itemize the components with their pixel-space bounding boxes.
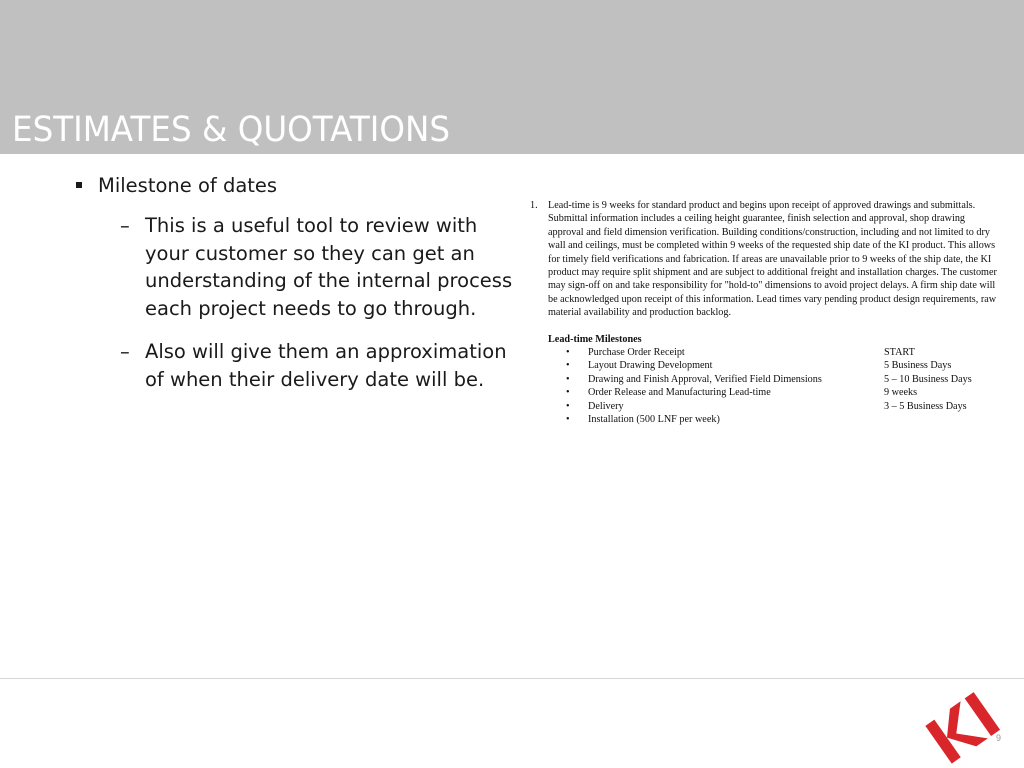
milestone-row: [548, 359, 1000, 372]
milestone-value: 5 Business Days: [884, 360, 952, 372]
bullet-dot-icon: •: [566, 387, 570, 399]
note-number: 1.: [530, 200, 538, 211]
milestone-row: [548, 373, 1000, 386]
note-paragraph: [530, 199, 1000, 320]
milestone-label: Order Release and Manufacturing Lead-time: [588, 387, 771, 399]
sub-bullet-item: [120, 212, 514, 322]
milestone-value: 9 weeks: [884, 387, 918, 399]
ki-logo: [920, 685, 1010, 765]
bullet-text: Milestone of dates: [98, 174, 278, 197]
footer-divider: [0, 678, 1024, 679]
milestone-label: Drawing and Finish Approval, Verified Field Dimensions: [588, 373, 822, 385]
milestone-label: Delivery: [588, 400, 624, 412]
note-text: Lead-time is 9 weeks for standard product and begins upon receipt of approved drawings and submittals. Submittal information includes a ceiling height guarantee, finish selection and approval, shop drawing approval and field dimension verification. Building conditions/construction, including and not limited to dry wall and ceilings, must be completed within 9 weeks of the requested ship date of the KI product. This allows for timely field verifications and fabrication. If areas are unavailable prior to 9 weeks of the ship date, the KI product may require split shipment and are subject to additional freight and installation charges. The customer may sign-off on and take responsibility for "hold-to" dimensions to avoid project delays. A firm ship date will be acknowledged upon receipt of this information. Lead times vary pending product design requirements, raw material availability and production backlog.: [548, 200, 997, 319]
milestone-label: Installation (500 LNF per week): [588, 414, 720, 426]
bullet-dot-icon: •: [566, 347, 570, 359]
milestone-row: [548, 413, 1000, 426]
bullet-dot-icon: •: [566, 360, 570, 372]
bullet-dot-icon: •: [566, 373, 570, 385]
milestones-list: [548, 346, 1000, 426]
milestone-value: 5 – 10 Business Days: [884, 373, 972, 385]
milestone-label: Layout Drawing Development: [588, 360, 713, 372]
sub-bullet-item: [120, 338, 514, 393]
main-bullets: [74, 172, 514, 409]
sub-bullet-text: This is a useful tool to review with your customer so they can get an understanding of the internal process each project needs to go through.: [145, 214, 513, 320]
slide-title: ESTIMATES & QUOTATIONS: [12, 110, 451, 150]
milestone-value: START: [884, 347, 915, 359]
milestone-value: 3 – 5 Business Days: [884, 400, 967, 412]
square-bullet-icon: [76, 182, 82, 188]
sub-bullet-list: [120, 212, 514, 393]
page-number: 9: [996, 733, 1002, 743]
sub-bullet-text: Also will give them an approximation of when their delivery date will be.: [145, 340, 507, 391]
milestone-label: Purchase Order Receipt: [588, 347, 685, 359]
dash-bullet-icon: –: [120, 340, 130, 363]
milestone-row: [548, 400, 1000, 413]
milestone-row: [548, 346, 1000, 359]
lead-time-note: [530, 199, 1000, 426]
milestones-title: Lead-time Milestones: [548, 333, 642, 345]
bullet-milestone: [74, 172, 514, 199]
bullet-dot-icon: •: [566, 400, 570, 412]
milestone-row: [548, 386, 1000, 399]
dash-bullet-icon: –: [120, 214, 130, 237]
bullet-dot-icon: •: [566, 414, 570, 426]
